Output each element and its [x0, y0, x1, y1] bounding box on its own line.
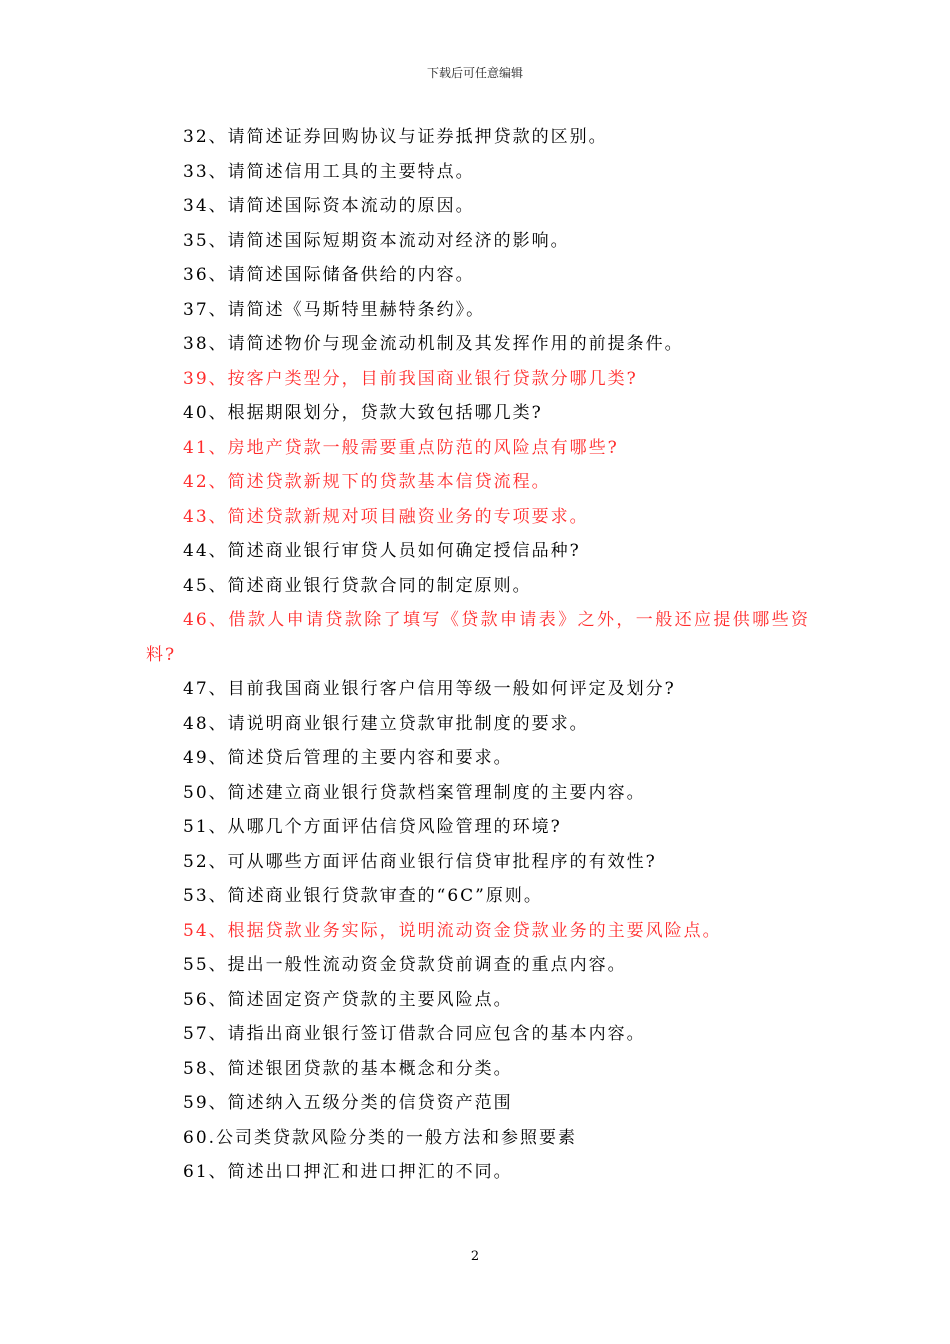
question-39: 39、按客户类型分，目前我国商业银行贷款分哪几类?	[183, 368, 638, 389]
question-56: 56、简述固定资产贷款的主要风险点。	[183, 989, 513, 1010]
question-54: 54、根据贷款业务实际，说明流动资金贷款业务的主要风险点。	[183, 920, 722, 941]
question-53: 53、简述商业银行贷款审查的“6C”原则。	[183, 886, 543, 906]
question-44: 44、简述商业银行审贷人员如何确定授信品种?	[183, 541, 581, 561]
question-50: 50、简述建立商业银行贷款档案管理制度的主要内容。	[183, 782, 646, 803]
question-58: 58、简述银团贷款的基本概念和分类。	[183, 1058, 513, 1079]
question-36: 36、请简述国际储备供给的内容。	[183, 265, 475, 285]
question-34: 34、请简述国际资本流动的原因。	[183, 196, 475, 216]
question-48: 48、请说明商业银行建立贷款审批制度的要求。	[183, 713, 589, 734]
question-37: 37、请简述《马斯特里赫特条约》。	[183, 299, 486, 320]
question-35: 35、请简述国际短期资本流动对经济的影响。	[183, 230, 570, 251]
question-51: 51、从哪几个方面评估信贷风险管理的环境?	[183, 817, 562, 837]
question-42: 42、简述贷款新规下的贷款基本信贷流程。	[183, 472, 551, 492]
question-46: 46、借款人申请贷款除了填写《贷款申请表》之外，一般还应提供哪些资料?	[146, 610, 810, 665]
question-57: 57、请指出商业银行签订借款合同应包含的基本内容。	[183, 1024, 646, 1044]
question-49: 49、简述贷后管理的主要内容和要求。	[183, 748, 513, 768]
question-52: 52、可从哪些方面评估商业银行信贷审批程序的有效性?	[183, 851, 657, 872]
question-60: 60.公司类贷款风险分类的一般方法和参照要素	[183, 1127, 578, 1148]
question-38: 38、请简述物价与现金流动机制及其发挥作用的前提条件。	[183, 334, 684, 354]
question-40: 40、根据期限划分，贷款大致包括哪几类?	[183, 403, 543, 423]
question-list	[146, 120, 810, 1190]
question-43: 43、简述贷款新规对项目融资业务的专项要求。	[183, 506, 589, 527]
page-number: 2	[470, 1249, 480, 1264]
question-59: 59、简述纳入五级分类的信贷资产范围	[183, 1093, 513, 1113]
question-55: 55、提出一般性流动资金贷款贷前调查的重点内容。	[183, 955, 627, 975]
question-41: 41、房地产贷款一般需要重点防范的风险点有哪些?	[183, 437, 619, 458]
question-61: 61、简述出口押汇和进口押汇的不同。	[183, 1162, 513, 1182]
question-33: 33、请简述信用工具的主要特点。	[183, 161, 475, 182]
question-45: 45、简述商业银行贷款合同的制定原则。	[183, 575, 532, 596]
page-header: 下载后可任意编辑	[426, 66, 523, 80]
question-32: 32、请简述证券回购协议与证券抵押贷款的区别。	[183, 127, 608, 147]
question-47: 47、目前我国商业银行客户信用等级一般如何评定及划分?	[183, 679, 676, 699]
